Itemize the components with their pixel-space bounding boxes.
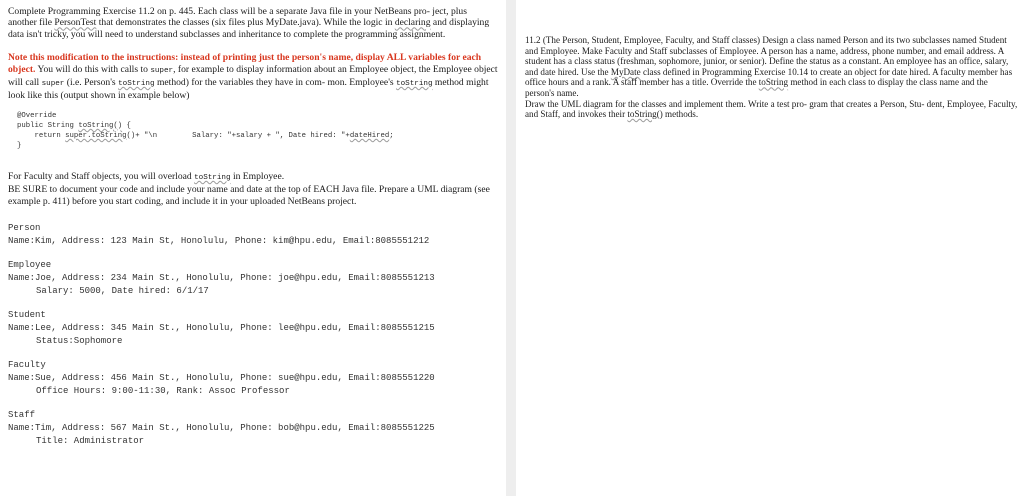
code-snippet xyxy=(8,111,498,151)
intro-text-2: that demonstrates the classes (six files plus MyDate.java). While the logic in xyxy=(96,17,395,29)
output-staff xyxy=(8,409,498,448)
output-type-label: Staff xyxy=(8,410,36,421)
output-line: Name:Lee, Address: 345 Main St., Honolulu, Phone: lee@hpu.edu, Email:8085551215 xyxy=(8,323,435,334)
code-line-return xyxy=(17,131,498,141)
intro-paragraph xyxy=(8,6,498,40)
tostring-word-1: toString xyxy=(758,77,789,88)
output-detail-line: Salary: 5000, Date hired: 6/1/17 xyxy=(36,286,209,297)
output-detail-line: Title: Administrator xyxy=(36,436,145,447)
exercise-text-4: Draw the UML diagram for the classes and implement them. Write a test pro- gram that creates a Person, Stu- dent, Employee, Faculty, and Staff, and invokes their xyxy=(525,98,1018,120)
code-line-override: @Override xyxy=(17,111,57,120)
right-document-page xyxy=(516,0,1024,496)
output-employee xyxy=(8,259,498,298)
be-sure-paragraph: BE SURE to document your code and include your name and date at the top of EACH Java file. Prepare a UML diagram (see example p. 411) before you start coding, and include it in your uploaded NetBeans project. xyxy=(8,184,490,207)
exercise-text-5: () methods. xyxy=(656,109,699,120)
example-output xyxy=(8,222,498,448)
modification-text-3: (i.e. Person's xyxy=(64,77,119,89)
output-detail-line: Office Hours: 9:00-11:30, Rank: Assoc Professor xyxy=(36,386,290,397)
overload-text-1: For Faculty and Staff objects, you will overload xyxy=(8,170,195,182)
modification-text-4: method) for the variables they have in com- mon. Employee's xyxy=(154,77,397,89)
code-return-a: return xyxy=(17,131,66,140)
tostring-code-1: toString xyxy=(118,80,155,89)
person-test-word: PersonTest xyxy=(54,17,97,29)
modification-text-1: You will do this with calls to xyxy=(35,63,151,75)
super-code-1: super xyxy=(150,66,174,75)
output-faculty xyxy=(8,359,498,398)
code-return-b: super.toString xyxy=(65,131,127,140)
tostring-code-3: toString xyxy=(194,173,231,182)
exercise-11-2-text xyxy=(525,35,1018,120)
code-signature-a: public String xyxy=(17,121,79,130)
exercise-text-1: 11.2 (The Person, Student, Employee, Faculty, and Staff classes) Design a class named Person and its two subclasses named Student and Employee. Make Faculty and Staff subclasses of Employee. A person has a name, address, phone number, and email address. A student has a class status (freshman, sophomore, junior, or senior). Define the status as a constant. An employee has an office, salary, and date hired. Use the xyxy=(525,35,1009,77)
overload-text-2: in Employee. xyxy=(230,170,285,182)
intro-text-1: Complete Programming Exercise 11.2 on p. 445. Each class will be a separate Java file in your NetBeans pro- ject, plus another file xyxy=(8,6,467,29)
intro-text-3: and displaying data isn't tricky, you will need to understand subclasses and inheritance to complete the programming assignment. xyxy=(8,17,490,40)
code-line-close: } xyxy=(17,141,22,150)
output-line: Name:Sue, Address: 456 Main St., Honolulu, Phone: sue@hpu.edu, Email:8085551220 xyxy=(8,373,435,384)
declaring-word: declaring xyxy=(394,17,431,29)
output-type-label: Faculty xyxy=(8,360,46,371)
super-code-2: super xyxy=(41,80,65,89)
mydate-word: MyDate xyxy=(610,66,641,77)
modification-note: Note this modification to the instructions: instead of printing just the person's name, display ALL variables for each object. xyxy=(8,52,482,75)
modification-text-2: , for example to display information about an Employee object, the Employee object will call xyxy=(8,63,498,89)
modification-text-5: method might look like this (output shown in example below) xyxy=(8,77,489,102)
output-type-label: Person xyxy=(8,223,41,234)
output-type-label: Student xyxy=(8,310,46,321)
tostring-word-2: toString xyxy=(627,109,657,120)
code-signature-b: toString() xyxy=(78,121,123,130)
exercise-text-2: class defined in Programming Exercise 10.14 to create an object for date hired. A faculty member has office hours and a rank. A staff member has a title. Override the xyxy=(525,66,1013,88)
output-line: Name:Joe, Address: 234 Main St., Honolulu, Phone: joe@hpu.edu, Email:8085551213 xyxy=(8,273,435,284)
code-signature-c: { xyxy=(122,121,131,130)
output-line: Name:Tim, Address: 567 Main St., Honolulu, Phone: bob@hpu.edu, Email:8085551225 xyxy=(8,423,435,434)
code-return-e: ; xyxy=(389,131,394,140)
output-detail-line: Status:Sophomore xyxy=(36,336,123,347)
output-type-label: Employee xyxy=(8,260,52,271)
overload-paragraph xyxy=(8,171,498,184)
code-line-signature xyxy=(17,121,498,131)
exercise-text-3: method in each class to display the class name and the person's name. xyxy=(525,77,988,98)
output-line: Name:Kim, Address: 123 Main St, Honolulu, Phone: kim@hpu.edu, Email:8085551212 xyxy=(8,236,430,247)
modification-paragraph xyxy=(8,52,498,102)
left-document-page xyxy=(0,0,506,496)
output-person xyxy=(8,222,498,248)
tostring-code-2: toString xyxy=(396,80,433,89)
output-student xyxy=(8,309,498,348)
code-return-d: dateHired xyxy=(349,131,390,140)
code-return-c: ()+ "\n Salary: "+salary + ", Date hired: "+ xyxy=(126,131,350,140)
